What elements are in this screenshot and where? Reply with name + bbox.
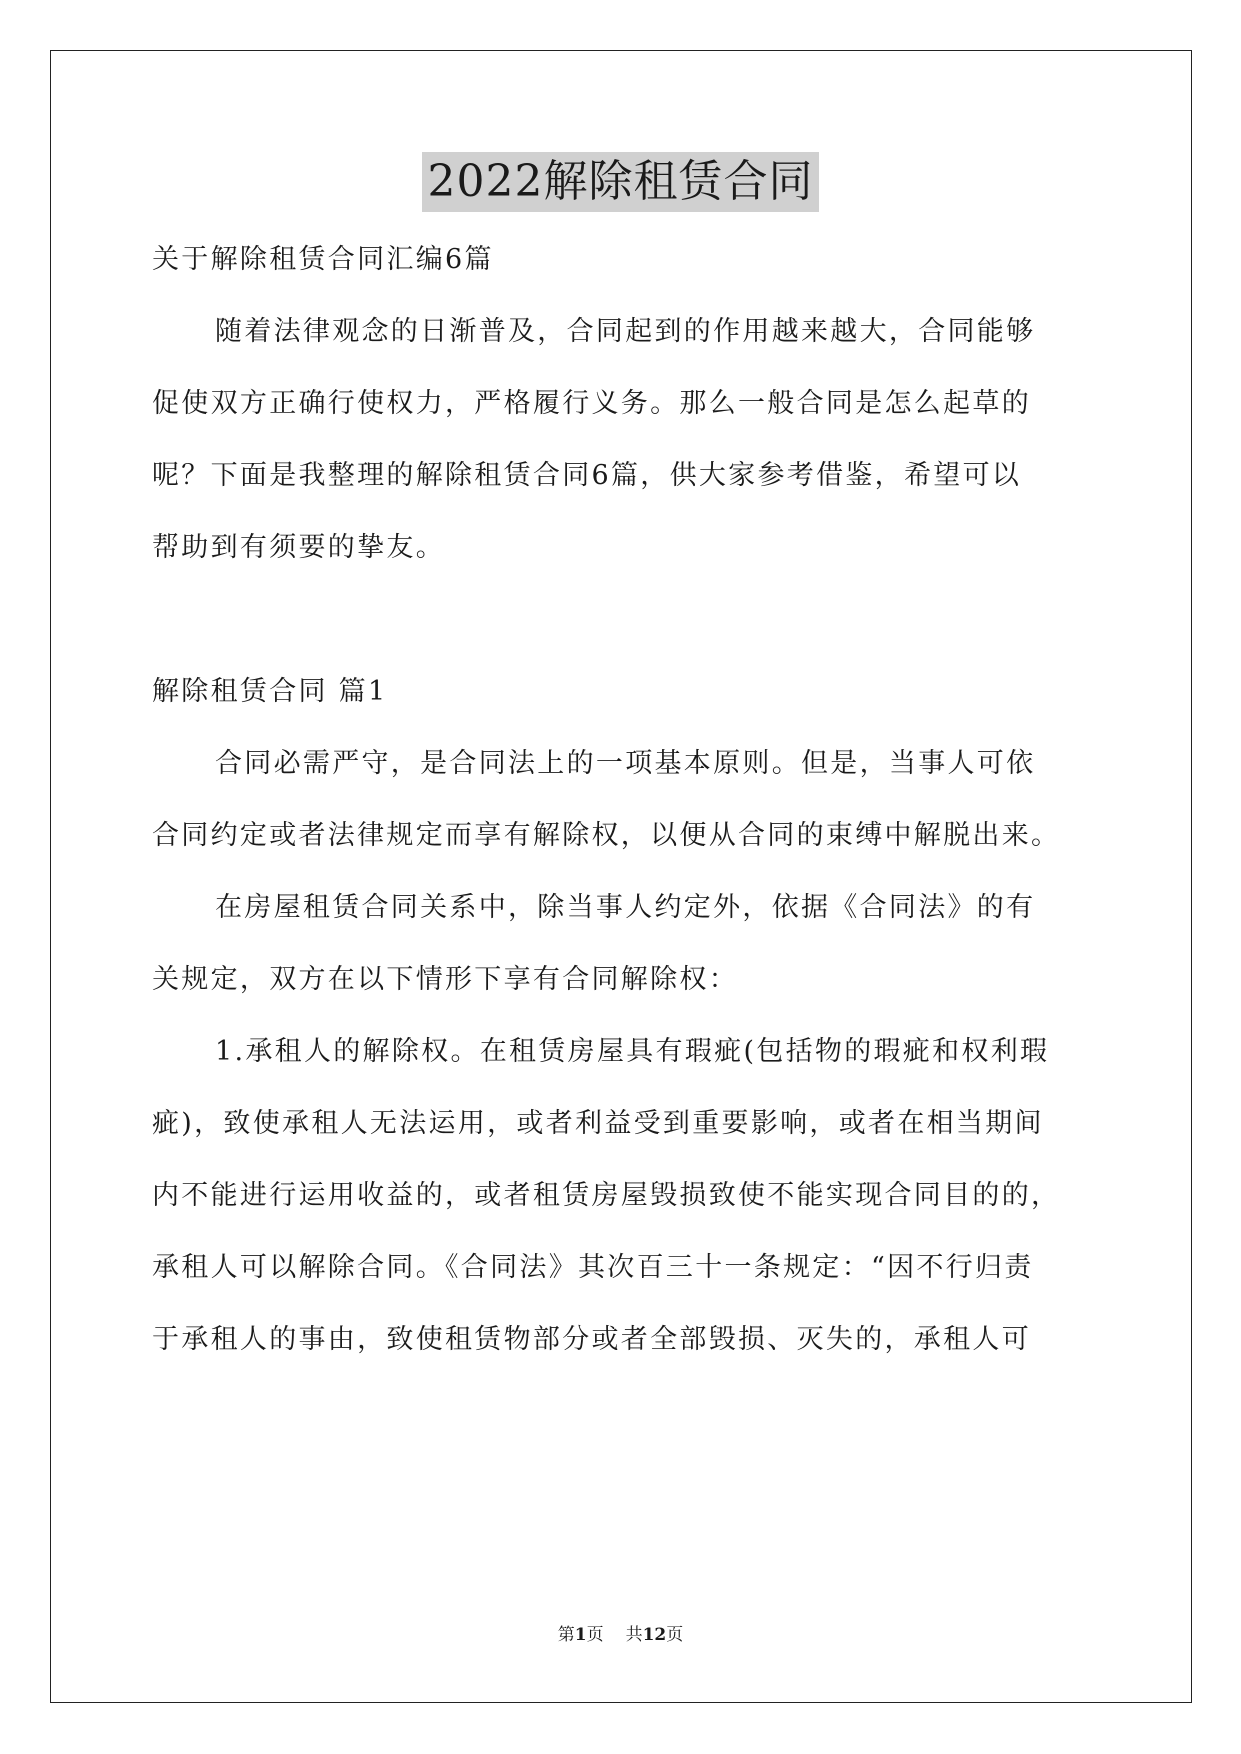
- paragraph-line: 承租人可以解除合同。《合同法》其次百三十一条规定：“因不行归责: [152, 1252, 1034, 1283]
- paragraph-line: 内不能进行运用收益的，或者租赁房屋毁损致使不能实现合同目的的，: [152, 1180, 1061, 1211]
- footer-total-pages: 12: [642, 1625, 667, 1645]
- footer-total-prefix: 共: [625, 1625, 643, 1645]
- document-subtitle: 关于解除租赁合同汇编6篇: [152, 244, 494, 275]
- section-heading: 解除租赁合同 篇1: [152, 676, 388, 707]
- footer-page-suffix: 页: [586, 1625, 604, 1645]
- paragraph-line: 疵)，致使承租人无法运用，或者利益受到重要影响，或者在相当期间: [152, 1108, 1044, 1139]
- paragraph-line: 合同必需严守，是合同法上的一项基本原则。但是，当事人可依: [215, 748, 1036, 779]
- paragraph-line: 合同约定或者法律规定而享有解除权，以便从合同的束缚中解脱出来。: [152, 820, 1061, 851]
- page-border: [50, 50, 1192, 1703]
- document-title: 2022解除租赁合同: [422, 152, 820, 212]
- paragraph-line: 在房屋租赁合同关系中，除当事人约定外，依据《合同法》的有: [215, 892, 1036, 923]
- paragraph-line: 关规定，双方在以下情形下享有合同解除权：: [152, 964, 738, 995]
- title-container: [0, 152, 1241, 212]
- intro-line: 帮助到有须要的挚友。: [152, 532, 445, 563]
- paragraph-line: 1.承租人的解除权。在租赁房屋具有瑕疵(包括物的瑕疵和权利瑕: [215, 1036, 1050, 1067]
- footer-prefix: 第: [557, 1625, 575, 1645]
- page-footer: [0, 1623, 1241, 1647]
- intro-line: 随着法律观念的日渐普及，合同起到的作用越来越大，合同能够: [215, 316, 1036, 347]
- footer-page-number: 1: [574, 1625, 587, 1645]
- intro-line: 呢？下面是我整理的解除租赁合同6篇，供大家参考借鉴，希望可以: [152, 460, 1022, 491]
- paragraph-line: 于承租人的事由，致使租赁物部分或者全部毁损、灭失的，承租人可: [152, 1324, 1031, 1355]
- intro-line: 促使双方正确行使权力，严格履行义务。那么一般合同是怎么起草的: [152, 388, 1031, 419]
- footer-total-suffix: 页: [666, 1625, 684, 1645]
